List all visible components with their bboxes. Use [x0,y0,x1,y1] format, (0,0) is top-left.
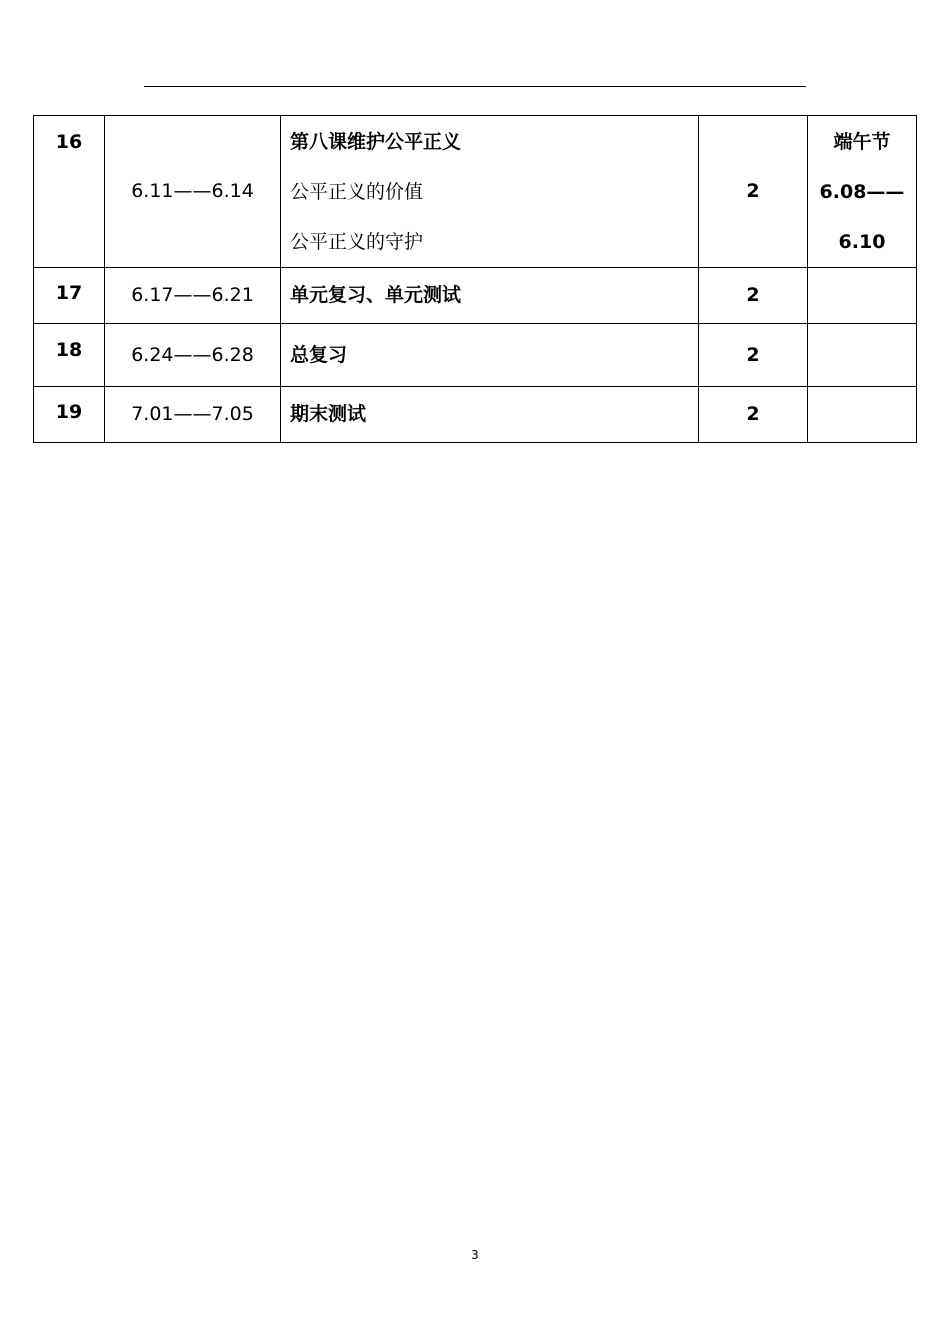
content-cell: 总复习 [281,324,699,387]
note-cell [808,324,917,387]
week-cell: 16 [34,116,105,268]
table-row [34,116,917,268]
schedule-table [33,115,917,443]
content-cell [281,116,699,268]
holiday-date-end: 6.10 [838,231,886,253]
lesson-item: 公平正义的价值 [290,181,424,203]
week-cell: 18 [34,324,105,387]
table-row [34,387,917,443]
holiday-date-start: 6.08—— [819,181,905,203]
date-cell: 6.24——6.28 [105,324,281,387]
date-cell: 6.17——6.21 [105,268,281,324]
holiday-name: 端午节 [833,131,891,153]
content-cell: 期末测试 [281,387,699,443]
note-cell [808,268,917,324]
hours-cell: 2 [699,268,808,324]
content-cell: 单元复习、单元测试 [281,268,699,324]
week-cell: 17 [34,268,105,324]
date-cell: 6.11——6.14 [105,116,281,268]
hours-cell: 2 [699,324,808,387]
table-row [34,324,917,387]
lesson-item: 公平正义的守护 [290,231,424,253]
table-row [34,268,917,324]
lesson-title: 第八课维护公平正义 [290,131,462,153]
week-cell: 19 [34,387,105,443]
hours-cell: 2 [699,387,808,443]
hours-cell: 2 [699,116,808,268]
note-cell [808,387,917,443]
page-number: 3 [471,1248,479,1262]
date-cell: 7.01——7.05 [105,387,281,443]
header-rule [144,86,806,87]
note-cell [808,116,917,268]
